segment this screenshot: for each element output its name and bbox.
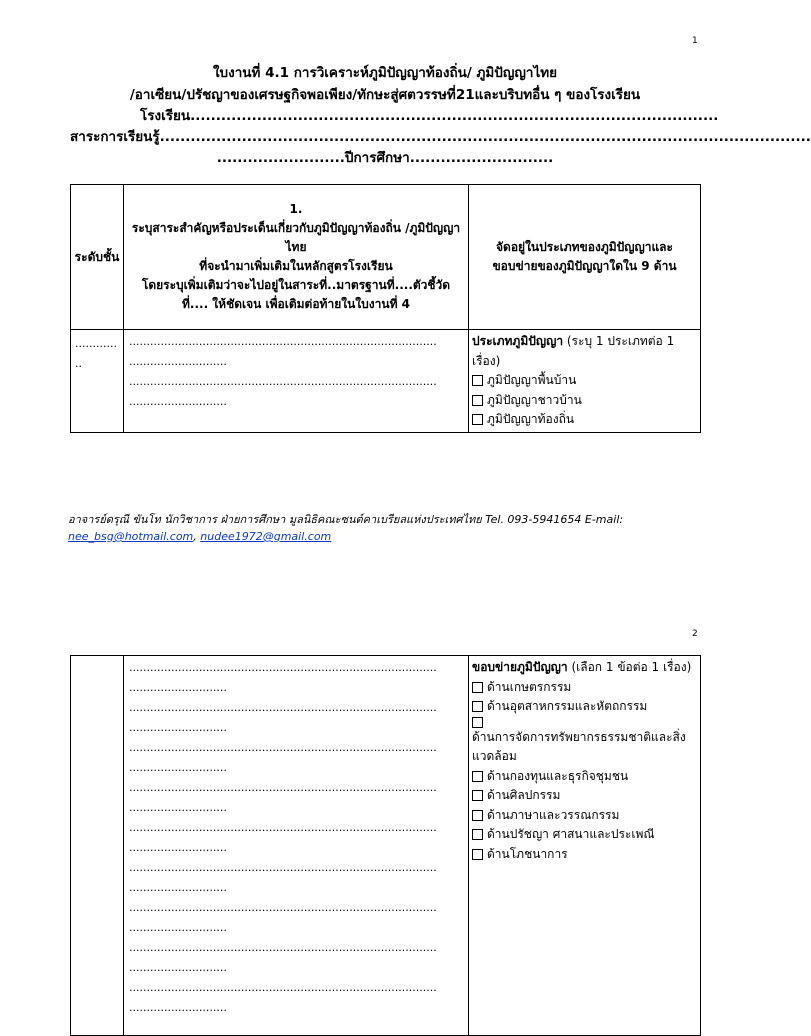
- content-cell[interactable]: ........................................................................................ ............................ ........................................................................................ ............................: [124, 330, 469, 433]
- footer-contact: อาจารย์ดรุณี ขันโท นักวิชาการ ฝ่ายการศึกษา มูลนิธิคณะซนต์คาเบรียลแห่งประเทศไทย Tel. 093-5941654 E-mail: nee_bsg@hotmail.com, nudee1972@gmail.com: [68, 513, 624, 543]
- category-option-local[interactable]: ภูมิปัญญาท้องถิ่น: [472, 410, 697, 430]
- subject-line: สาระการเรียนรู้...............................................................................................................................: [70, 129, 811, 145]
- scope-option-language[interactable]: ด้านภาษาและวรรณกรรม: [472, 806, 697, 826]
- scope-option-philosophy[interactable]: ด้านปรัชญา ศาสนาและประเพณี: [472, 825, 697, 845]
- analysis-table-continued: [70, 655, 701, 1036]
- checkbox-icon[interactable]: [472, 849, 483, 860]
- checkbox-icon[interactable]: [472, 717, 483, 728]
- checkbox-icon[interactable]: [472, 790, 483, 801]
- content-cell-continued[interactable]: ........................................................................................ ............................ ........................................................................................ ............................ ........................................................................................ ............................ ........................................................................................ ............................ ........................................................................................ ............................ ........................................................................................ ............................ ........................................................................................ ............................ ........................................................................................ ............................ ........................................................................................ ............................: [124, 656, 469, 1036]
- scope-option-arts[interactable]: ด้านศิลปกรรม: [472, 786, 697, 806]
- scope-option-environment: ด้านการจัดการทรัพยากรธรรมชาติและสิ่งแวดล้อม: [472, 729, 686, 763]
- category-header: จัดอยู่ในประเภทของภูมิปัญญาและ ขอบข่ายของภูมิปัญญาใดใน 9 ด้าน: [469, 185, 701, 330]
- checkbox-icon[interactable]: [472, 414, 483, 425]
- worksheet-title-line2: /อาเซียน/ปรัชญาของเศรษฐกิจพอเพียง/ทักษะสู่ศตวรรษที่21และบริบทอื่น ๆ ของโรงเรียน: [129, 87, 641, 103]
- level-cell-continued[interactable]: [71, 656, 124, 1036]
- scope-option-community-fund[interactable]: ด้านกองทุนและธุรกิจชุมชน: [472, 767, 697, 787]
- school-line: โรงเรียน.......................................................................................................: [140, 108, 719, 124]
- checkbox-icon[interactable]: [472, 771, 483, 782]
- category-option-folk[interactable]: ภูมิปัญญาพื้นบ้าน: [472, 371, 697, 391]
- checkbox-icon[interactable]: [472, 701, 483, 712]
- checkbox-icon[interactable]: [472, 395, 483, 406]
- checkbox-icon[interactable]: [472, 810, 483, 821]
- checkbox-icon[interactable]: [472, 682, 483, 693]
- content-header: 1. ระบุสาระสำคัญหรือประเด็นเกี่ยวกับภูมิปัญญาท้องถิ่น /ภูมิปัญญาไทย ที่จะนำมาเพิ่มเติมในหลักสูตรโรงเรียน โดยระบุเพิ่มเติมว่าจะไปอยู่ในสาระที่..มาตรฐานที่....ตัวชี้วัดที่.... ให้ชัดเจน เพื่อเติมต่อท้ายในใบงานที่ 4: [124, 185, 469, 330]
- page-number-2: 2: [692, 629, 698, 639]
- level-cell[interactable]: ............ ..: [71, 330, 124, 433]
- scope-heading: ขอบข่ายภูมิปัญญา: [472, 660, 568, 674]
- page-number: 1: [692, 36, 698, 46]
- worksheet-title-line1: ใบงานที่ 4.1 การวิเคราะห์ภูมิปัญญาท้องถิ่น/ ภูมิปัญญาไทย: [212, 65, 558, 81]
- checkbox-icon[interactable]: [472, 829, 483, 840]
- analysis-table: [70, 184, 701, 433]
- scope-option-agriculture[interactable]: ด้านเกษตรกรรม: [472, 678, 697, 698]
- category-heading: ประเภทภูมิปัญญา: [472, 334, 564, 348]
- email-link-2[interactable]: nudee1972@gmail.com: [200, 530, 332, 543]
- scope-option-industry[interactable]: ด้านอุตสาหกรรมและหัตถกรรม: [472, 697, 697, 717]
- scope-option-blank[interactable]: [472, 717, 697, 728]
- category-option-villager[interactable]: ภูมิปัญญาชาวบ้าน: [472, 391, 697, 411]
- checkbox-icon[interactable]: [472, 375, 483, 386]
- scope-option-nutrition[interactable]: ด้านโภชนาการ: [472, 845, 697, 865]
- scope-cell: ขอบข่ายภูมิปัญญา (เลือก 1 ข้อต่อ 1 เรื่อง) ด้านเกษตรกรรม ด้านอุตสาหกรรมและหัตถกรรม ด้านการจัดการทรัพยากรธรรมชาติและสิ่งแวดล้อม ด้านกองทุนและธุรกิจชุมชน ด้านศิลปกรรม ด้านภาษาและวรรณกรรม ด้านปรัชญา ศาสนาและประเพณี ด้านโภชนาการ: [469, 656, 701, 1036]
- category-cell: ประเภทภูมิปัญญา (ระบุ 1 ประเภทต่อ 1 เรื่อง) ภูมิปัญญาพื้นบ้าน ภูมิปัญญาชาวบ้าน ภูมิปัญญาท้องถิ่น: [469, 330, 701, 433]
- email-link-1[interactable]: nee_bsg@hotmail.com: [68, 530, 194, 543]
- level-header: ระดับชั้น: [71, 185, 124, 330]
- academic-year-line: .........................ปีการศึกษา............................: [216, 150, 554, 166]
